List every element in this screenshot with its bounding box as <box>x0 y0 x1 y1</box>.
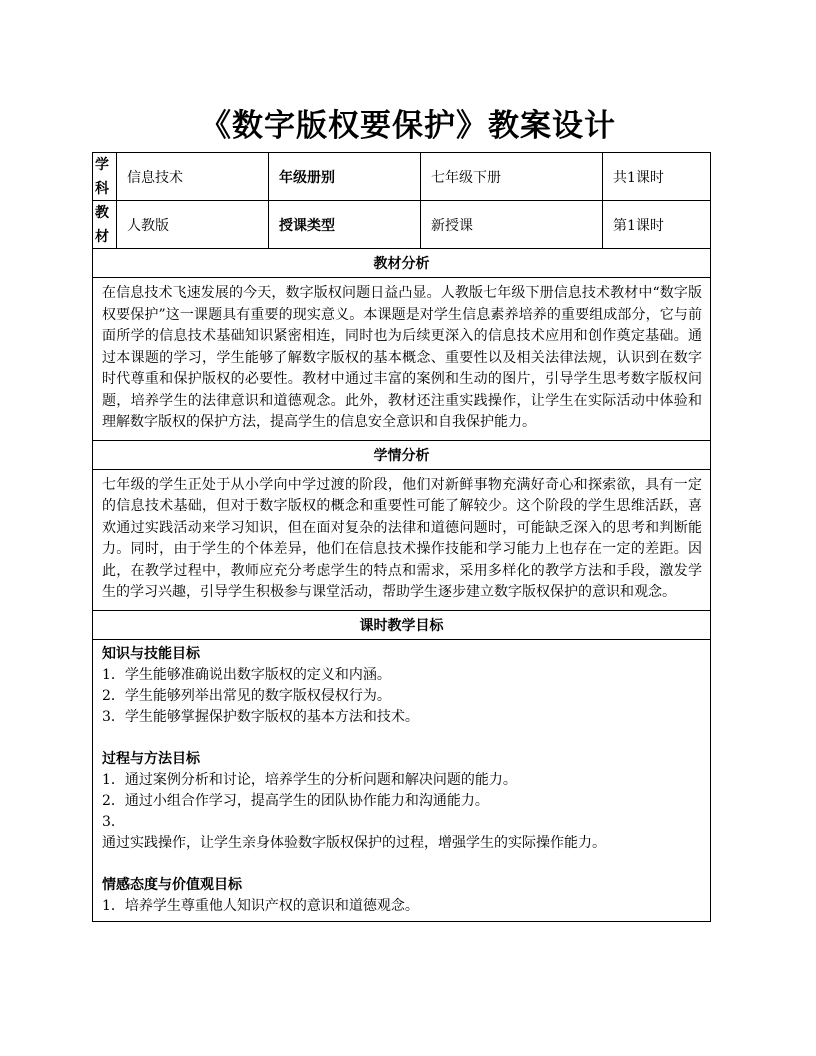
student-analysis-text: 七年级的学生正处于从小学向中学过渡的阶段，他们对新鲜事物充满好奇心和探索欲，具有一定的信息技术基础，但对于数字版权的概念和重要性可能了解较少。这个阶段的学生思维活跃，喜欢通过实践活动来学习知识，但在面对复杂的法律和道德问题时，可能缺乏深入的思考和判断能力。同时，由于学生的个体差异，他们在信息技术操作技能和学习能力上也存在一定的差距。因此，在教学过程中，教师应充分考虑学生的特点和需求，采用多样化的教学方法和手段，激发学生的学习兴趣，引导学生积极参与课堂活动，帮助学生逐步建立数字版权保护的意识和观念。 <box>93 469 711 610</box>
goal-heading-process: 过程与方法目标 <box>102 750 200 767</box>
spacer <box>102 854 702 875</box>
goal-item: 1．通过案例分析和讨论，培养学生的分析问题和解决问题的能力。 <box>102 771 517 788</box>
goal-item: 3． <box>102 813 125 830</box>
page-title: 《数字版权要保护》教案设计 <box>200 108 616 144</box>
spacer <box>102 728 702 749</box>
goal-item: 通过实践操作，让学生亲身体验数字版权保护的过程，增强学生的实际操作能力。 <box>102 834 606 851</box>
textbook-analysis-text: 在信息技术飞速发展的今天，数字版权问题日益凸显。人教版七年级下册信息技术教材中“数字版权要保护”这一课题具有重要的现实意义。本课题是对学生信息素养培养的重要组成部分，它与前面所学的信息技术基础知识紧密相连，同时也为后续更深入的信息技术应用和创作奠定基础。通过本课题的学习，学生能够了解数字版权的基本概念、重要性以及相关法律法规，认识到在数字时代尊重和保护版权的必要性。教材中通过丰富的案例和生动的图片，引导学生思考数字版权问题，培养学生的法律意识和道德观念。此外，教材还注重实践操作，让学生在实际活动中体验和理解数字版权的保护方法，提高学生的信息安全意识和自我保护能力。 <box>93 278 711 441</box>
goal-item: 2．通过小组合作学习，提高学生的团队协作能力和沟通能力。 <box>102 792 489 809</box>
cell-current-period: 第1课时 <box>603 201 711 249</box>
cell-subject-value: 信息技术 <box>117 153 269 201</box>
goal-item: 2．学生能够列举出常见的数字版权侵权行为。 <box>102 687 391 704</box>
row-label-textbook: 教材 <box>93 201 117 249</box>
goal-item: 1．培养学生尊重他人知识产权的意识和道德观念。 <box>102 897 419 914</box>
section-heading-student-analysis: 学情分析 <box>93 440 711 469</box>
goal-heading-knowledge: 知识与技能目标 <box>102 645 200 662</box>
goal-item: 1．学生能够准确说出数字版权的定义和内涵。 <box>102 666 391 683</box>
row-label-subject: 学科 <box>93 153 117 201</box>
goal-item: 3．学生能够掌握保护数字版权的基本方法和技术。 <box>102 708 419 725</box>
cell-lesson-type-label: 授课类型 <box>269 201 421 249</box>
cell-lesson-type-value: 新授课 <box>421 201 603 249</box>
header-row-subject <box>93 153 711 201</box>
cell-grade-label: 年级册别 <box>269 153 421 201</box>
section-heading-textbook-analysis: 教材分析 <box>93 249 711 278</box>
header-row-textbook <box>93 201 711 249</box>
lesson-plan-table <box>92 152 711 922</box>
cell-total-periods: 共1课时 <box>603 153 711 201</box>
cell-textbook-value: 人教版 <box>117 201 269 249</box>
goal-heading-emotion: 情感态度与价值观目标 <box>102 876 242 893</box>
teaching-goals-block <box>93 639 711 921</box>
cell-grade-value: 七年级下册 <box>421 153 603 201</box>
section-heading-teaching-goals: 课时教学目标 <box>93 610 711 639</box>
